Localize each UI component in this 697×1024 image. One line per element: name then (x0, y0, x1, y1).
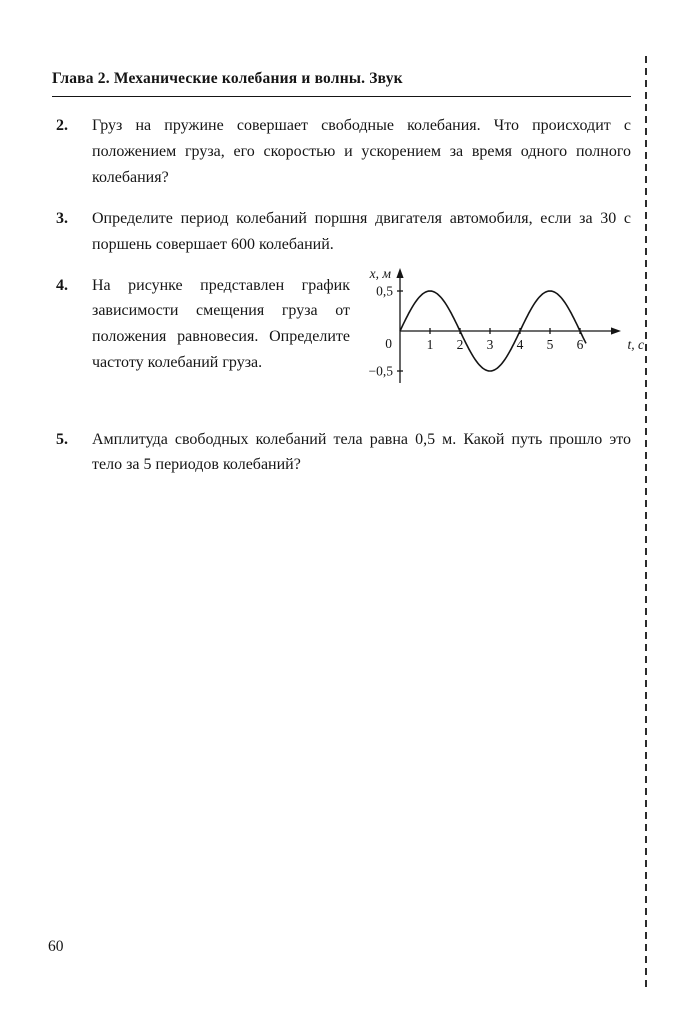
problem-5 (52, 427, 631, 479)
page-number: 60 (48, 938, 64, 955)
displacement-graph-figure (356, 265, 646, 412)
problem-3 (52, 206, 631, 258)
x-axis-arrow (611, 327, 621, 334)
x-tick-label: 1 (426, 336, 434, 352)
problem-text: Определите период колебаний поршня двигателя автомобиля, если за 30 с поршень совершает 600 колебаний. (92, 209, 631, 253)
problem-4 (52, 265, 644, 412)
x-tick-label: 4 (516, 336, 524, 352)
y-axis-arrow (396, 268, 403, 278)
problem-text: Амплитуда свободных колебаний тела равна 0,5 м. Какой путь прошло это тело за 5 периодов колебаний? (92, 430, 631, 474)
chapter-header: Глава 2. Механические колебания и волны. Звук (52, 70, 631, 97)
x-tick-label: 5 (546, 336, 554, 352)
problem-number: 4. (56, 276, 68, 294)
x-tick-label: 2 (456, 336, 464, 352)
origin-label: 0 (385, 335, 392, 351)
y-axis-label: x, м (369, 265, 391, 281)
x-tick-label: 6 (576, 336, 584, 352)
page-edge-dashed-line (645, 56, 647, 988)
problems-list (52, 113, 644, 493)
problem-4-body (92, 265, 646, 412)
problem-text: На рисунке представлен график зависимости смещения груза от положения равновесия. Определите частоту колебаний груза. (92, 276, 350, 372)
problem-2 (52, 113, 631, 191)
displacement-graph (356, 265, 646, 407)
x-axis-label: t, с (627, 336, 644, 352)
problem-number: 3. (56, 209, 68, 227)
x-tick-label: 3 (486, 336, 494, 352)
y-tick-label: −0,5 (368, 363, 393, 379)
problem-number: 5. (56, 430, 68, 448)
problem-text: Груз на пружине совершает свободные колебания. Что происходит с положением груза, его скоростью и ускорением за время одного полного колебания? (92, 117, 631, 186)
problem-number: 2. (56, 117, 68, 134)
y-tick-label: 0,5 (376, 283, 393, 299)
